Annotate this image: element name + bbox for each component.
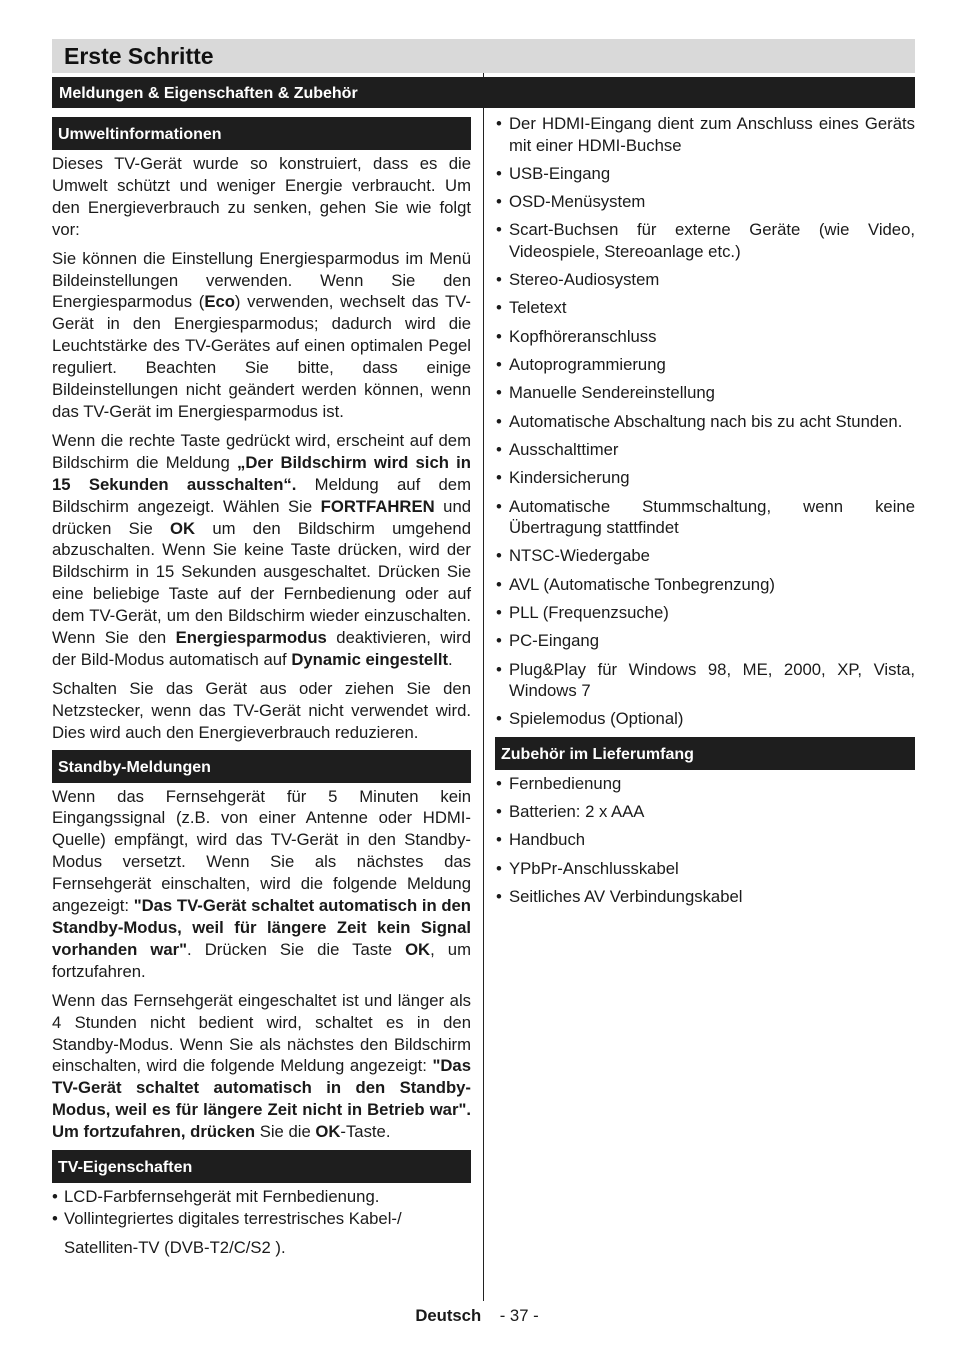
list-item: • Fernbedienung xyxy=(495,773,915,795)
list-item: • PC-Eingang xyxy=(495,630,915,652)
footer-language: Deutsch xyxy=(415,1306,482,1325)
list-item: • Kindersicherung xyxy=(495,467,915,489)
list-item: • AVL (Automatische Tonbegrenzung) xyxy=(495,574,915,596)
list-item: • Stereo-Audiosystem xyxy=(495,269,915,291)
page-footer xyxy=(0,1306,954,1326)
umwelt-paragraph-3: Wenn die rechte Taste gedrückt wird, erscheint auf dem Bildschirm die Meldung „Der Bildschirm wird sich in 15 Sekunden ausschalten“. Meldung auf dem Bildschirm angezeigt. Wählen Sie FORTFAHREN und drücken Sie OK um den Bildschirm umgehend abzuschalten. Wenn Sie keine Taste drücken, wird der Bildschirm in 15 Sekunden ausgeschaltet. Drücken Sie eine beliebige Taste auf der Fernbedienung oder auf dem TV-Gerät, um den Bildschirm wieder einzuschalten. Wenn Sie den Energiesparmodus deaktivieren, wird der Bild-Modus automatisch auf Dynamic eingestellt. xyxy=(52,430,472,669)
list-item: • NTSC-Wiedergabe xyxy=(495,545,915,567)
main-section-header: Meldungen & Eigenschaften & Zubehör xyxy=(52,77,915,108)
list-item: • OSD-Menüsystem xyxy=(495,191,915,213)
list-item: • Manuelle Sendereinstellung xyxy=(495,382,915,404)
energiesparmodus-label: Energiesparmodus xyxy=(175,628,327,648)
section-heading-zubehoer: Zubehör im Lieferumfang xyxy=(495,737,915,770)
list-item: • YPbPr-Anschlusskabel xyxy=(495,858,915,880)
list-item: • Batterien: 2 x AAA xyxy=(495,801,915,823)
section-heading-umwelt: Umweltinformationen xyxy=(52,117,471,150)
standby-message-1: "Das TV-Gerät schaltet automatisch in den Standby-Modus, weil für längere Zeit kein Signal vorhanden war" xyxy=(52,896,471,959)
list-item: • USB-Eingang xyxy=(495,163,915,185)
list-item: • LCD-Farbfernsehgerät mit Fernbedienung. xyxy=(52,1186,471,1208)
section-heading-tv: TV-Eigenschaften xyxy=(52,1150,471,1183)
ok-label: OK xyxy=(170,518,196,538)
standby-message-2: "Das TV-Gerät schaltet automatisch in den Standby-Modus, weil es für längere Zeit nicht in Betrieb war". Um fortzufahren, drücken xyxy=(52,1056,471,1142)
list-item: • PLL (Frequenzsuche) xyxy=(495,602,915,624)
list-item: • Plug&Play für Windows 98, ME, 2000, XP, Vista, Windows 7 xyxy=(495,659,915,702)
dynamic-label: Dynamic eingestellt xyxy=(291,649,449,669)
list-item: • Handbuch xyxy=(495,829,915,851)
list-item: • Der HDMI-Eingang dient zum Anschluss eines Geräts mit einer HDMI-Buchse xyxy=(495,113,915,156)
list-item: • Scart-Buchsen für externe Geräte (wie Video, Videospiele, Stereoanlage etc.) xyxy=(495,219,915,262)
accessories-list xyxy=(495,773,915,908)
column-divider xyxy=(483,73,484,1301)
list-item: • Automatische Stummschaltung, wenn keine Übertragung stattfindet xyxy=(495,496,915,539)
features-list xyxy=(495,113,915,730)
eco-label: Eco xyxy=(204,292,235,312)
ok-label: OK xyxy=(405,939,431,959)
list-item: • Spielemodus (Optional) xyxy=(495,708,915,730)
list-item: • Autoprogrammierung xyxy=(495,354,915,376)
list-item: • Vollintegriertes digitales terrestrisches Kabel-/ xyxy=(52,1208,471,1230)
list-item: • Seitliches AV Verbindungskabel xyxy=(495,886,915,908)
umwelt-paragraph-1: Dieses TV-Gerät wurde so konstruiert, dass es die Umwelt schützt und weniger Energie verbraucht. Um den Energieverbrauch zu senken, gehen Sie wie folgt vor: xyxy=(52,154,471,239)
list-item: • Automatische Abschaltung nach bis zu acht Stunden. xyxy=(495,411,915,433)
tv-item-continuation: Satelliten-TV (DVB-T2/C/S2 ). xyxy=(64,1238,286,1258)
page-number: - 37 - xyxy=(499,1306,539,1325)
list-item: • Ausschalttimer xyxy=(495,439,915,461)
section-heading-standby: Standby-Meldungen xyxy=(52,750,471,783)
list-item: • Teletext xyxy=(495,297,915,319)
screen-off-message: „Der Bildschirm wird sich in 15 Sekunden ausschalten“. xyxy=(52,452,472,494)
left-column xyxy=(52,117,471,1259)
tv-features-list xyxy=(52,1186,471,1230)
fortfahren-label: FORTFAHREN xyxy=(320,496,435,516)
standby-paragraph-1: Wenn das Fernsehgerät für 5 Minuten kein Eingangssignal (z.B. von einer Antenne oder HDMI-Quelle) empfängt, wird das TV-Gerät in den Standby-Modus versetzt. Wenn Sie als nächstes das Fernsehgerät einschalten, wird die folgende Meldung angezeigt: "Das TV-Gerät schaltet automatisch in den Standby-Modus, weil für längere Zeit kein Signal vorhanden war". Drücken Sie die Taste OK, um fortzufahren. xyxy=(52,786,471,981)
right-column xyxy=(495,113,915,914)
standby-paragraph-2: Wenn das Fernsehgerät eingeschaltet ist und länger als 4 Stunden nicht bedient wird, schaltet es in den Standby-Modus. Wenn Sie als nächstes den Bildschirm einschalten, wird die folgende Meldung angezeigt: "Das TV-Gerät schaltet automatisch in den Standby-Modus, weil es für längere Zeit nicht in Betrieb war". Um fortzufahren, drücken Sie die OK-Taste. xyxy=(52,990,471,1142)
umwelt-paragraph-4: Schalten Sie das Gerät aus oder ziehen Sie den Netzstecker, wenn das TV-Gerät nicht verwendet wird. Dies wird auch den Energieverbrauch reduzieren. xyxy=(52,678,471,742)
umwelt-paragraph-2: Sie können die Einstellung Energiesparmodus im Menü Bildeinstellungen verwenden. Wenn Sie den Energiesparmodus (Eco) verwenden, wechselt das TV-Gerät in den Energiesparmodus; dadurch wird die Leuchtstärke des TV-Gerätes auf einen optimalen Pegel reguliert. Beachten Sie bitte, dass einige Bildeinstellungen nicht geändert werden können, wenn das TV-Gerät im Energiesparmodus ist. xyxy=(52,248,471,421)
ok-label: OK xyxy=(315,1122,341,1142)
page-title: Erste Schritte xyxy=(52,39,915,73)
list-item: • Kopfhöreranschluss xyxy=(495,326,915,348)
